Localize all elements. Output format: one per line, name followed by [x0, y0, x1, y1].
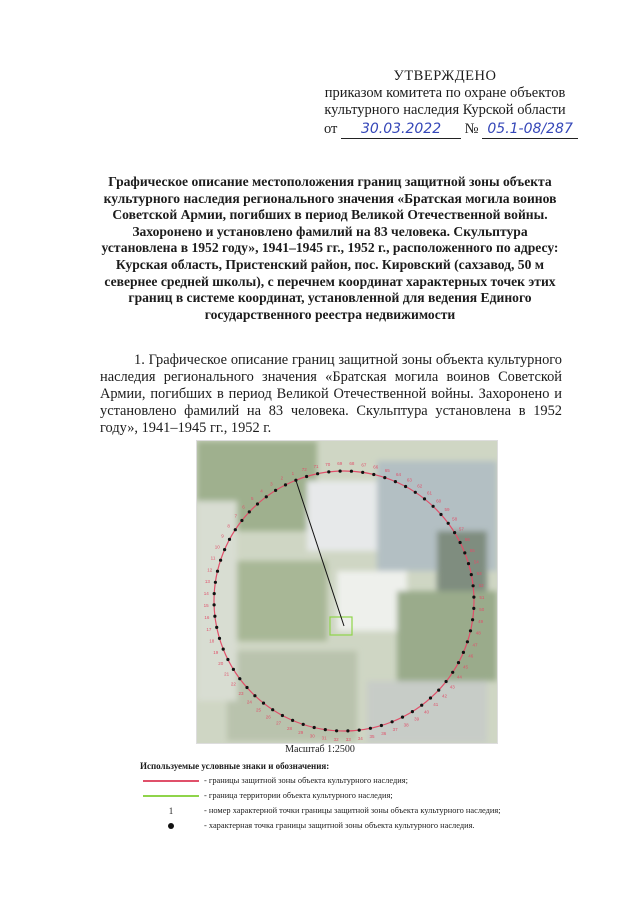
- boundary-map-canvas: [197, 441, 497, 743]
- point-number-label: 66: [373, 464, 379, 470]
- point-number-label: 44: [456, 674, 462, 680]
- point-number-label: 71: [313, 463, 319, 469]
- point-number-label: 23: [238, 690, 244, 696]
- red-line-swatch: [143, 780, 199, 782]
- boundary-point: [256, 502, 259, 505]
- point-number-label: 67: [361, 462, 367, 468]
- boundary-point: [214, 581, 217, 584]
- point-number-label: 72: [301, 466, 307, 472]
- boundary-point: [291, 719, 294, 722]
- point-number-label: 63: [406, 477, 412, 483]
- point-number-label: 53: [476, 571, 482, 576]
- boundary-point: [234, 528, 237, 531]
- point-number-label: 37: [392, 727, 398, 733]
- point-number-label: 62: [417, 483, 423, 489]
- boundary-point: [358, 729, 361, 732]
- boundary-point: [380, 724, 383, 727]
- point-number-label: 24: [246, 699, 252, 705]
- point-number-label: 16: [204, 615, 210, 621]
- from-label: от: [324, 121, 338, 137]
- point-number-label: 70: [325, 461, 331, 467]
- point-number-label: 69: [337, 461, 343, 467]
- point-number-label: 60: [436, 498, 442, 504]
- point-number-label: 10: [214, 544, 220, 550]
- boundary-point: [305, 475, 308, 478]
- boundary-point: [324, 728, 327, 731]
- boundary-point: [223, 548, 226, 551]
- boundary-point: [462, 651, 465, 654]
- point-number-label: 36: [381, 731, 387, 737]
- point-number-label: 6: [242, 504, 245, 510]
- approval-order-line: [300, 121, 590, 139]
- point-number-label: 20: [218, 661, 224, 667]
- map-scale-label: Масштаб 1:2500: [285, 744, 355, 755]
- point-number-label: 31: [321, 735, 327, 741]
- boundary-point: [361, 471, 364, 474]
- point-number-label: 15: [203, 603, 209, 609]
- point-number-label: 34: [357, 736, 363, 742]
- point-number-label: 58: [452, 516, 458, 522]
- point-number-label: 12: [207, 567, 213, 573]
- approval-stamp: [300, 68, 590, 139]
- boundary-point: [213, 592, 216, 595]
- approval-heading: УТВЕРЖДЕНО: [393, 68, 497, 84]
- boundary-point: [215, 626, 218, 629]
- boundary-point: [445, 680, 448, 683]
- legend-item-territory-boundary: [140, 788, 560, 803]
- approval-date: 30.03.2022: [341, 121, 461, 139]
- boundary-point: [302, 723, 305, 726]
- boundary-point: [401, 716, 404, 719]
- document-title: Графическое описание местоположения границ защитной зоны объекта культурного наследия регионального значения «Братская могила воинов Советской Армии, погибших в период Великой Отечественной войны. Захоронено и установлено фамилий на 83 человека. Скульптура установлена в 1952 году», 1941–1945 гг., 1952 г., расположенного по адресу: Курская область, Пристенский район, пос. Кировский (сахзавод, 50 м севернее средней школы), с перечнем координат характерных точек этих границ в системе координат, установленной для ведения Единого государственного реестра недвижимости: [101, 174, 559, 322]
- boundary-point: [459, 541, 462, 544]
- boundary-point: [274, 489, 277, 492]
- boundary-point: [467, 562, 470, 565]
- boundary-point: [437, 689, 440, 692]
- point-number-label: 64: [395, 472, 402, 478]
- boundary-point: [294, 479, 297, 482]
- number-label: №: [464, 121, 479, 137]
- boundary-point: [226, 658, 229, 661]
- aerial-photo: [197, 441, 497, 743]
- point-number-label: 50: [479, 606, 485, 612]
- boundary-point: [469, 629, 472, 632]
- boundary-point: [439, 513, 442, 516]
- boundary-point: [457, 661, 460, 664]
- boundary-point: [327, 470, 330, 473]
- legend-item-text: - граница территории объекта культурного наследия;: [204, 790, 393, 800]
- point-number-label: 45: [462, 664, 469, 670]
- boundary-point: [262, 702, 265, 705]
- point-number-label: 51: [479, 594, 485, 600]
- boundary-point: [372, 473, 375, 476]
- boundary-point: [346, 729, 349, 732]
- legend-item-text: - номер характерной точки границы защитной зоны объекта культурного наследия;: [204, 805, 501, 815]
- point-number-label: 5: [250, 496, 254, 501]
- map-legend: [140, 759, 560, 833]
- point-number-sample: 1: [168, 805, 174, 816]
- boundary-point: [228, 538, 231, 541]
- boundary-point: [451, 671, 454, 674]
- point-number-label: 26: [265, 714, 271, 720]
- point-number-label: 33: [345, 736, 351, 742]
- point-number-label: 1: [291, 470, 295, 476]
- boundary-point: [404, 485, 407, 488]
- point-number-label: 39: [414, 716, 420, 722]
- point-dot-icon: [168, 823, 174, 829]
- point-number-label: 43: [449, 684, 455, 690]
- point-number-label: 17: [206, 627, 212, 632]
- boundary-point: [432, 505, 435, 508]
- boundary-point: [216, 570, 219, 573]
- point-number-label: 18: [209, 638, 215, 644]
- boundary-point: [472, 596, 475, 599]
- point-number-label: 9: [221, 533, 224, 539]
- legend-item-point-dot: [140, 818, 560, 833]
- boundary-point: [423, 497, 426, 500]
- point-number-label: 21: [224, 671, 230, 677]
- boundary-point: [453, 531, 456, 534]
- point-number-label: 4: [260, 488, 263, 494]
- boundary-point: [253, 694, 256, 697]
- point-number-label: 11: [210, 555, 216, 561]
- boundary-point: [284, 483, 287, 486]
- boundary-point: [313, 726, 316, 729]
- approval-line-2: культурного наследия Курской области: [324, 102, 566, 118]
- section-paragraph: 1. Графическое описание границ защитной зоны объекта культурного наследия регионального значения «Братская могила воинов Советской Армии, погибших в период Великой Отечественной войны. Захоронено и установлено фамилий на 83 человека. Скульптура установлена в 1952 году», 1941–1945 гг., 1952 г.: [100, 352, 562, 436]
- point-number-label: 7: [234, 513, 237, 519]
- point-number-label: 57: [458, 526, 464, 532]
- approval-number: 05.1-08/287: [482, 121, 578, 139]
- boundary-point: [213, 615, 216, 618]
- boundary-point: [248, 510, 251, 513]
- point-number-label: 65: [384, 468, 390, 473]
- point-number-label: 54: [473, 559, 479, 565]
- boundary-point: [420, 704, 423, 707]
- point-number-label: 68: [349, 461, 355, 467]
- legend-item-point-number: [140, 803, 560, 818]
- point-number-label: 28: [286, 725, 293, 731]
- point-number-label: 56: [464, 536, 470, 542]
- boundary-point: [470, 573, 473, 576]
- boundary-point: [238, 677, 241, 680]
- point-number-label: 8: [227, 523, 230, 529]
- point-number-label: 2: [280, 475, 284, 481]
- boundary-point: [232, 668, 235, 671]
- point-number-label: 19: [213, 650, 219, 656]
- boundary-point: [463, 551, 466, 554]
- point-number-label: 3: [270, 481, 273, 487]
- boundary-map: [196, 440, 498, 744]
- boundary-point: [471, 618, 474, 621]
- boundary-point: [219, 559, 222, 562]
- boundary-point: [447, 522, 450, 525]
- point-number-label: 61: [426, 490, 433, 496]
- legend-title: Используемые условные знаки и обозначения:: [140, 761, 330, 771]
- point-number-label: 40: [423, 709, 430, 715]
- point-number-label: 13: [204, 579, 210, 585]
- boundary-point: [335, 729, 338, 732]
- boundary-point: [213, 603, 216, 606]
- boundary-point: [369, 727, 372, 730]
- boundary-point: [281, 714, 284, 717]
- boundary-point: [218, 637, 221, 640]
- point-number-label: 49: [478, 618, 484, 624]
- green-line-swatch: [143, 795, 199, 797]
- approval-line-1: приказом комитета по охране объектов: [324, 85, 566, 101]
- point-number-label: 22: [230, 681, 236, 687]
- boundary-point: [271, 708, 274, 711]
- boundary-point: [265, 495, 268, 498]
- point-number-label: 46: [468, 653, 474, 659]
- boundary-point: [316, 472, 319, 475]
- point-number-label: 38: [403, 722, 409, 728]
- boundary-point: [240, 519, 243, 522]
- boundary-point: [411, 710, 414, 713]
- boundary-point: [429, 696, 432, 699]
- point-number-label: 52: [478, 582, 484, 588]
- point-number-label: 47: [472, 642, 478, 648]
- legend-item-text: - границы защитной зоны объекта культурного наследия;: [204, 775, 408, 785]
- point-number-label: 42: [441, 693, 448, 699]
- point-number-label: 29: [298, 730, 304, 735]
- boundary-point: [466, 640, 469, 643]
- boundary-point: [472, 584, 475, 587]
- point-number-label: 25: [255, 707, 262, 713]
- boundary-point: [245, 686, 248, 689]
- point-number-label: 55: [469, 547, 475, 553]
- point-number-label: 35: [369, 734, 375, 740]
- boundary-point: [472, 607, 475, 610]
- boundary-point: [391, 720, 394, 723]
- boundary-point: [350, 470, 353, 473]
- point-number-label: 48: [475, 630, 481, 636]
- point-number-label: 30: [309, 733, 315, 739]
- point-number-label: 27: [276, 720, 282, 726]
- boundary-point: [339, 470, 342, 473]
- boundary-point: [414, 491, 417, 494]
- legend-item-text: - характерная точка границы защитной зоны объекта культурного наследия.: [204, 820, 475, 830]
- boundary-point: [383, 476, 386, 479]
- point-number-label: 14: [203, 591, 209, 597]
- point-number-label: 41: [433, 702, 439, 707]
- point-number-label: 32: [333, 736, 339, 742]
- legend-item-zone-boundary: [140, 773, 560, 788]
- point-number-label: 59: [444, 507, 450, 513]
- boundary-point: [222, 648, 225, 651]
- boundary-point: [394, 480, 397, 483]
